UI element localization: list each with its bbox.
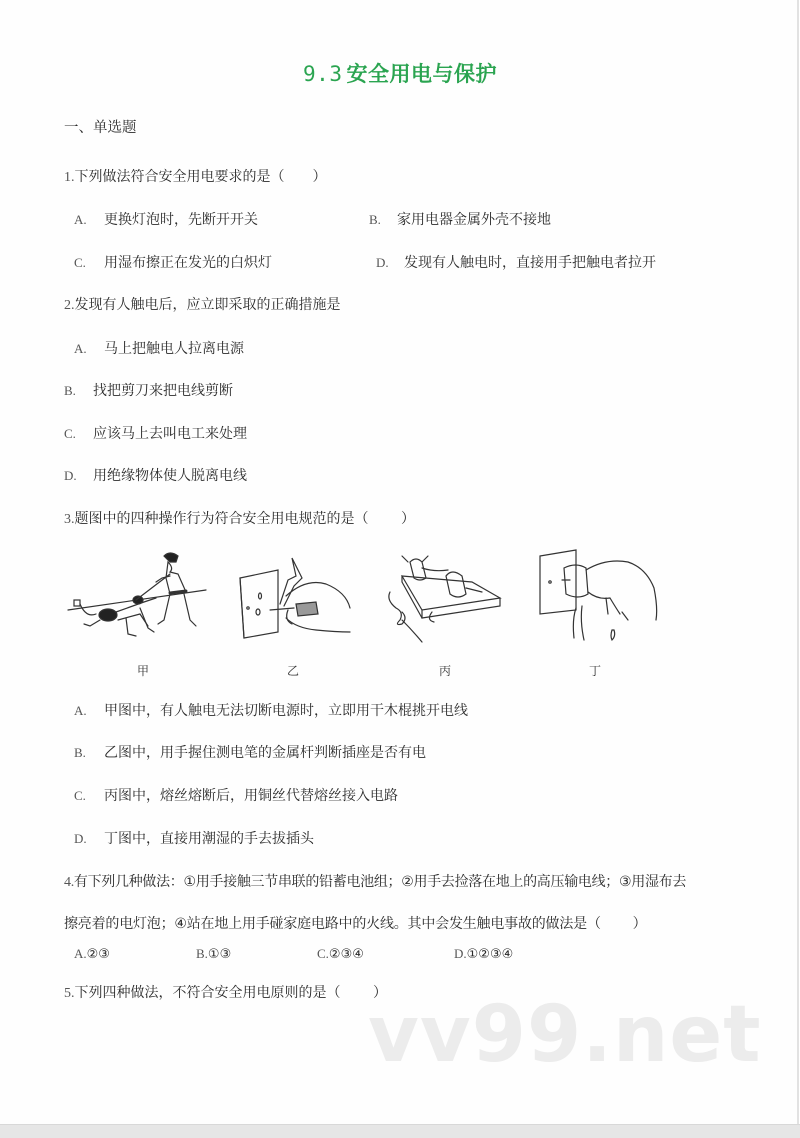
question-4-stem-line2: 擦亮着的电灯泡；④站在地上用手碰家庭电路中的火线。其中会发生触电事故的做法是（ ）	[64, 916, 647, 932]
option-label: A.	[74, 946, 87, 961]
q1-option-c[interactable]	[74, 252, 272, 272]
question-4-stem-line1	[64, 871, 686, 891]
option-label: D.	[454, 946, 467, 961]
question-text: 发现有人触电后，应立即采取的正确措施是	[74, 297, 341, 313]
question-3-stem	[64, 508, 415, 528]
title-number: 9.3	[303, 62, 343, 86]
q2-option-d[interactable]	[64, 465, 247, 485]
person-rescue-stick-illustration	[66, 548, 211, 638]
option-label: A.	[74, 341, 87, 356]
figure-caption-jia: 甲	[137, 664, 150, 678]
figure-yi	[236, 548, 356, 643]
option-text: ①③	[207, 947, 232, 962]
option-text: ②③	[86, 947, 110, 962]
option-label: A.	[74, 212, 87, 227]
option-label: C.	[317, 946, 329, 961]
option-text: 用绝缘物体使人脱离电线	[93, 468, 247, 484]
option-text: 发现有人触电时，直接用手把触电者拉开	[404, 255, 656, 271]
option-text: 家用电器金属外壳不接地	[397, 212, 551, 228]
question-2-stem	[64, 294, 341, 314]
q4-option-a[interactable]	[74, 946, 110, 962]
question-1-stem	[64, 166, 327, 186]
option-label: B.	[74, 745, 86, 760]
question-text: 下列做法符合安全用电要求的是（ ）	[74, 169, 327, 185]
fuse-copper-wire-illustration	[382, 548, 502, 643]
wet-hand-plug-illustration	[536, 548, 661, 643]
watermark: vv99.net	[368, 990, 762, 1080]
figure-caption-yi: 乙	[287, 664, 300, 678]
q4-option-d[interactable]	[454, 946, 513, 962]
figure-caption-bing: 丙	[439, 664, 452, 678]
q3-option-c[interactable]	[74, 785, 398, 805]
option-label: C.	[74, 255, 86, 270]
q2-option-a[interactable]	[74, 338, 244, 358]
question-number: 2.	[64, 298, 75, 313]
question-5-stem	[64, 982, 387, 1002]
option-label: B.	[64, 383, 76, 398]
question-text: 有下列几种做法：①用手接触三节串联的铅蓄电池组；②用手去捡落在地上的高压输电线；③用湿布去	[73, 874, 687, 890]
option-text: 丁图中，直接用潮湿的手去拔插头	[104, 831, 314, 847]
option-label: B.	[196, 946, 208, 961]
option-text: 用湿布擦正在发光的白炽灯	[104, 255, 272, 271]
title-text: 安全用电与保护	[346, 62, 497, 86]
question-number: 1.	[64, 170, 75, 185]
q1-option-a[interactable]	[74, 209, 258, 229]
option-text: 更换灯泡时，先断开开关	[104, 212, 258, 228]
page-bottom-edge	[0, 1124, 800, 1138]
question-number: 5.	[64, 986, 75, 1001]
figure-caption-ding: 丁	[589, 664, 602, 678]
option-label: D.	[376, 255, 389, 270]
q3-option-a[interactable]	[74, 700, 468, 720]
q1-option-b[interactable]	[369, 209, 551, 229]
option-text: ①②③④	[466, 947, 514, 962]
q3-option-d[interactable]	[74, 828, 314, 848]
q2-option-c[interactable]	[64, 423, 247, 443]
option-text: ②③④	[328, 947, 364, 962]
option-text: 马上把触电人拉离电源	[104, 341, 244, 357]
q4-option-c[interactable]	[317, 946, 364, 962]
section-heading: 一、单选题	[64, 120, 137, 136]
option-label: C.	[64, 426, 76, 441]
question-number: 4.	[64, 875, 74, 890]
option-label: D.	[64, 468, 77, 483]
option-text: 丙图中，熔丝熔断后，用铜丝代替熔丝接入电路	[104, 788, 398, 804]
question-number: 3.	[64, 512, 75, 527]
option-text: 甲图中，有人触电无法切断电源时，立即用干木棍挑开电线	[104, 703, 468, 719]
option-text: 应该马上去叫电工来处理	[93, 426, 247, 442]
question-text: 题图中的四种操作行为符合安全用电规范的是（ ）	[74, 511, 415, 527]
q2-option-b[interactable]	[64, 380, 233, 400]
q3-option-b[interactable]	[74, 742, 426, 762]
option-label: D.	[74, 831, 87, 846]
figure-jia	[66, 548, 211, 638]
option-label: A.	[74, 703, 87, 718]
question-text: 下列四种做法，不符合安全用电原则的是（ ）	[74, 985, 387, 1001]
option-label: B.	[369, 212, 381, 227]
page-title	[0, 58, 800, 88]
figure-ding	[536, 548, 661, 643]
option-text: 乙图中，用手握住测电笔的金属杆判断插座是否有电	[104, 745, 426, 761]
q1-option-d[interactable]	[376, 252, 656, 272]
option-label: C.	[74, 788, 86, 803]
option-text: 找把剪刀来把电线剪断	[93, 383, 233, 399]
q4-option-b[interactable]	[196, 946, 231, 962]
test-pen-socket-illustration	[236, 548, 356, 643]
figure-bing	[382, 548, 502, 643]
